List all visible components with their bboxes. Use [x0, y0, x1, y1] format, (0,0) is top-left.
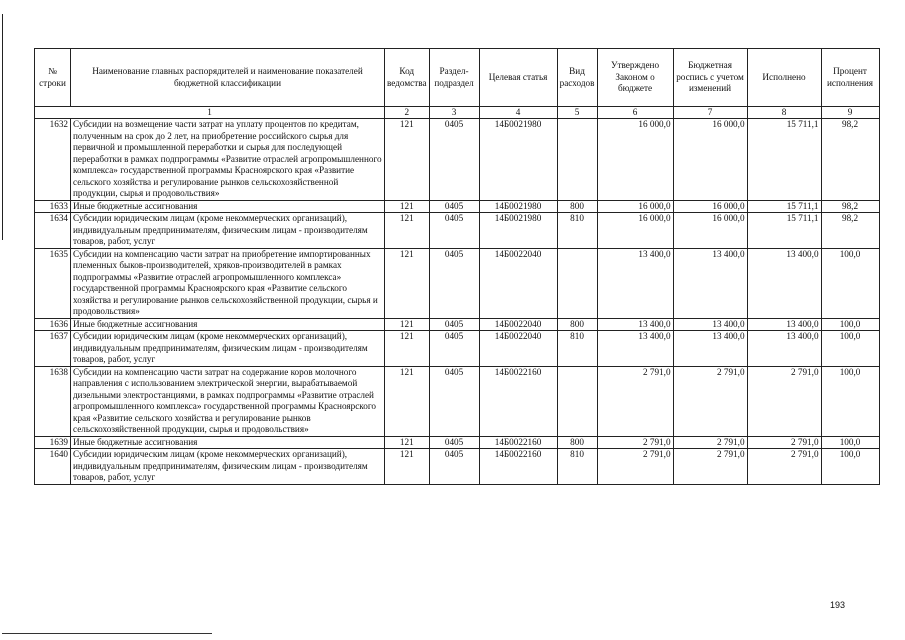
row-target-item: 14Б0021980 [479, 200, 557, 213]
row-section: 0405 [429, 366, 479, 436]
row-expense-type [557, 248, 597, 318]
column-number: 6 [597, 107, 673, 119]
row-budget-schedule: 16 000,0 [673, 200, 747, 213]
row-section: 0405 [429, 331, 479, 367]
row-dept-code: 121 [385, 331, 430, 367]
row-expense-type [557, 119, 597, 201]
column-number: 1 [35, 107, 385, 119]
row-target-item: 14Б0021980 [479, 119, 557, 201]
scan-edge-line [2, 14, 3, 240]
row-name: Субсидии на компенсацию части затрат на содержание коров молочного направления с использованием электрической энергии, вырабатываемой дизельными электростанциями, в рамках подпрограммы «Развитие отраслей агропромышленного комплекса» государственной программы Красноярского края «Развитие сельского хозяйства и регулирование рынков сельскохозяйственной продукции, сырья и продовольствия» [71, 366, 385, 436]
row-budget-schedule: 2 791,0 [673, 436, 747, 449]
row-percent: 100,0 [821, 331, 879, 367]
header-executed: Исполнено [747, 49, 821, 107]
header-name: Наименование главных распорядителей и наименование показателей бюджетной классификации [71, 49, 385, 107]
column-number: 5 [557, 107, 597, 119]
row-name: Субсидии юридическим лицам (кроме некоммерческих организаций), индивидуальным предпринимателям, физическим лицам - производителям товаров, работ, услуг [71, 449, 385, 485]
table-row [35, 318, 880, 331]
table-row [35, 449, 880, 485]
row-expense-type: 810 [557, 331, 597, 367]
header-dept-code: Код ведомства [385, 49, 430, 107]
row-section: 0405 [429, 213, 479, 249]
header-target-item: Целевая статья [479, 49, 557, 107]
row-executed: 13 400,0 [747, 331, 821, 367]
column-number: 3 [429, 107, 479, 119]
column-number: 2 [385, 107, 430, 119]
table-row [35, 213, 880, 249]
row-section: 0405 [429, 436, 479, 449]
row-number: 1639 [35, 436, 71, 449]
row-executed: 2 791,0 [747, 436, 821, 449]
row-approved: 2 791,0 [597, 449, 673, 485]
column-numbers-row [35, 107, 880, 119]
row-executed: 15 711,1 [747, 200, 821, 213]
row-name: Субсидии на компенсацию части затрат на приобретение импортированных племенных быков-производителей, хряков-производителей в рамках подпрограммы «Развитие отраслей агропромышленного комплекса» государственной программы Красноярского края «Развитие сельского хозяйства и регулирование рынков сельскохозяйственной продукции, сырья и продовольствия» [71, 248, 385, 318]
row-section: 0405 [429, 119, 479, 201]
row-approved: 2 791,0 [597, 436, 673, 449]
row-budget-schedule: 16 000,0 [673, 213, 747, 249]
row-section: 0405 [429, 248, 479, 318]
row-approved: 13 400,0 [597, 248, 673, 318]
row-dept-code: 121 [385, 449, 430, 485]
row-expense-type: 800 [557, 200, 597, 213]
column-number: 7 [673, 107, 747, 119]
row-executed: 15 711,1 [747, 213, 821, 249]
row-approved: 13 400,0 [597, 318, 673, 331]
row-number: 1638 [35, 366, 71, 436]
row-approved: 16 000,0 [597, 213, 673, 249]
row-expense-type: 800 [557, 318, 597, 331]
row-section: 0405 [429, 200, 479, 213]
table-row [35, 119, 880, 201]
row-percent: 98,2 [821, 200, 879, 213]
row-budget-schedule: 13 400,0 [673, 331, 747, 367]
header-budget-schedule: Бюджетная роспись с учетом изменений [673, 49, 747, 107]
row-percent: 100,0 [821, 449, 879, 485]
row-name: Иные бюджетные ассигнования [71, 436, 385, 449]
row-target-item: 14Б0022040 [479, 248, 557, 318]
row-dept-code: 121 [385, 366, 430, 436]
row-budget-schedule: 2 791,0 [673, 449, 747, 485]
row-name: Субсидии юридическим лицам (кроме некоммерческих организаций), индивидуальным предпринимателям, физическим лицам - производителям товаров, работ, услуг [71, 331, 385, 367]
row-dept-code: 121 [385, 318, 430, 331]
table-row [35, 331, 880, 367]
budget-execution-table [34, 48, 880, 485]
row-number: 1632 [35, 119, 71, 201]
row-expense-type [557, 366, 597, 436]
row-dept-code: 121 [385, 248, 430, 318]
row-name: Иные бюджетные ассигнования [71, 318, 385, 331]
row-expense-type: 800 [557, 436, 597, 449]
column-number: 8 [747, 107, 821, 119]
row-approved: 13 400,0 [597, 331, 673, 367]
row-executed: 15 711,1 [747, 119, 821, 201]
header-row-no: № строки [35, 49, 71, 107]
row-approved: 2 791,0 [597, 366, 673, 436]
row-percent: 100,0 [821, 318, 879, 331]
row-executed: 13 400,0 [747, 248, 821, 318]
table-row [35, 436, 880, 449]
row-target-item: 14Б0022160 [479, 366, 557, 436]
row-section: 0405 [429, 449, 479, 485]
row-dept-code: 121 [385, 119, 430, 201]
row-name: Иные бюджетные ассигнования [71, 200, 385, 213]
row-dept-code: 121 [385, 200, 430, 213]
row-expense-type: 810 [557, 213, 597, 249]
row-target-item: 14Б0021980 [479, 213, 557, 249]
row-budget-schedule: 2 791,0 [673, 366, 747, 436]
row-number: 1635 [35, 248, 71, 318]
row-approved: 16 000,0 [597, 200, 673, 213]
row-budget-schedule: 16 000,0 [673, 119, 747, 201]
row-percent: 100,0 [821, 436, 879, 449]
row-executed: 13 400,0 [747, 318, 821, 331]
column-number: 9 [821, 107, 879, 119]
row-target-item: 14Б0022040 [479, 318, 557, 331]
header-section: Раздел-подраздел [429, 49, 479, 107]
table-header-row [35, 49, 880, 107]
row-section: 0405 [429, 318, 479, 331]
row-name: Субсидии юридическим лицам (кроме некоммерческих организаций), индивидуальным предпринимателям, физическим лицам - производителям товаров, работ, услуг [71, 213, 385, 249]
column-number: 4 [479, 107, 557, 119]
row-number: 1636 [35, 318, 71, 331]
footer-rule [2, 633, 212, 634]
page-number: 193 [829, 600, 845, 610]
row-executed: 2 791,0 [747, 366, 821, 436]
row-target-item: 14Б0022040 [479, 331, 557, 367]
row-expense-type: 810 [557, 449, 597, 485]
row-budget-schedule: 13 400,0 [673, 248, 747, 318]
row-percent: 100,0 [821, 366, 879, 436]
row-target-item: 14Б0022160 [479, 436, 557, 449]
row-number: 1634 [35, 213, 71, 249]
row-approved: 16 000,0 [597, 119, 673, 201]
row-number: 1637 [35, 331, 71, 367]
row-target-item: 14Б0022160 [479, 449, 557, 485]
row-number: 1633 [35, 200, 71, 213]
row-dept-code: 121 [385, 436, 430, 449]
row-executed: 2 791,0 [747, 449, 821, 485]
row-percent: 98,2 [821, 119, 879, 201]
header-percent: Процент исполнения [821, 49, 879, 107]
row-number: 1640 [35, 449, 71, 485]
row-percent: 98,2 [821, 213, 879, 249]
header-approved: Утверждено Законом о бюджете [597, 49, 673, 107]
table-row [35, 200, 880, 213]
table-row [35, 248, 880, 318]
row-name: Субсидии на возмещение части затрат на уплату процентов по кредитам, полученным на срок до 2 лет, на приобретение российского сырья для первичной и промышленной переработки и сырья для последующей переработки в рамках подпрограммы «Развитие отраслей агропромышленного комплекса» государственной программы Красноярского края «Развитие сельского хозяйства и регулирование рынков сельскохозяйственной продукции, сырья и продовольствия» [71, 119, 385, 201]
header-expense-type: Вид расходов [557, 49, 597, 107]
row-budget-schedule: 13 400,0 [673, 318, 747, 331]
row-percent: 100,0 [821, 248, 879, 318]
table-row [35, 366, 880, 436]
row-dept-code: 121 [385, 213, 430, 249]
